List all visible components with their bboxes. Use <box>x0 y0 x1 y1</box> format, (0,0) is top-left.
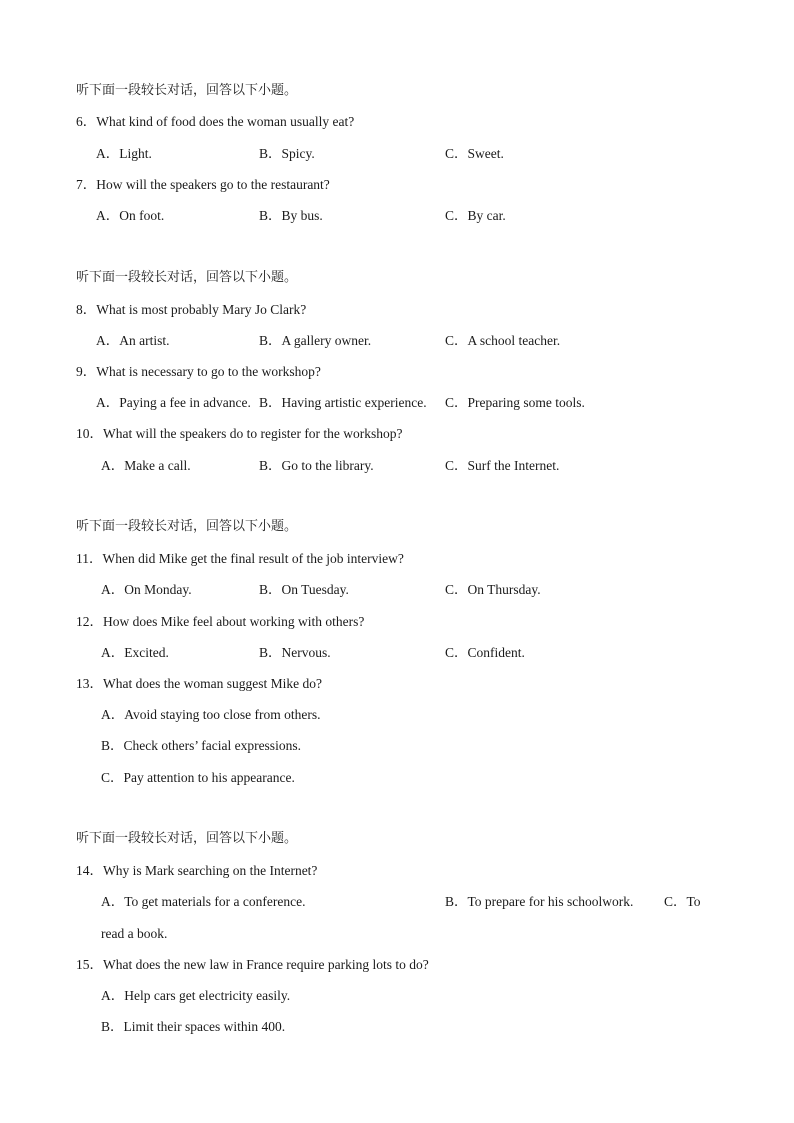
q14-option-c: C．To <box>664 894 701 909</box>
q6-option-b: B．Spicy. <box>259 146 315 161</box>
q10-option-c: C．Surf the Internet. <box>445 458 560 473</box>
section-header: 听下面一段较长对话，回答以下小题。 <box>76 831 298 846</box>
question-11: 11．When did Mike get the final result of the job interview? <box>76 551 404 566</box>
q9-option-c: C．Preparing some tools. <box>445 395 585 410</box>
q13-option-b: B．Check others’ facial expressions. <box>101 738 301 753</box>
question-9: 9．What is necessary to go to the workshop? <box>76 364 321 379</box>
q11-option-a: A．On Monday. <box>101 582 192 597</box>
q10-option-a: A．Make a call. <box>101 458 191 473</box>
q9-option-a: A．Paying a fee in advance. <box>96 395 251 410</box>
q6-option-a: A．Light. <box>96 146 152 161</box>
question-10: 10．What will the speakers do to register for the workshop? <box>76 426 403 441</box>
section-header: 听下面一段较长对话，回答以下小题。 <box>76 270 298 285</box>
q7-option-b: B．By bus. <box>259 208 323 223</box>
q12-option-b: B．Nervous. <box>259 645 331 660</box>
q15-option-a: A．Help cars get electricity easily. <box>101 988 291 1003</box>
q12-option-a: A．Excited. <box>101 645 169 660</box>
q13-option-c: C．Pay attention to his appearance. <box>101 770 295 785</box>
q12-option-c: C．Confident. <box>445 645 525 660</box>
q11-option-c: C．On Thursday. <box>445 582 541 597</box>
question-12: 12．How does Mike feel about working with others? <box>76 614 365 629</box>
question-6: 6．What kind of food does the woman usually eat? <box>76 114 355 129</box>
q14-option-b: B．To prepare for his schoolwork. <box>445 894 634 909</box>
q7-option-a: A．On foot. <box>96 208 165 223</box>
q13-option-a: A．Avoid staying too close from others. <box>101 707 321 722</box>
q7-option-c: C．By car. <box>445 208 506 223</box>
question-7: 7．How will the speakers go to the restaurant? <box>76 177 330 192</box>
question-14: 14．Why is Mark searching on the Internet? <box>76 863 318 878</box>
q8-option-a: A．An artist. <box>96 333 170 348</box>
question-15: 15．What does the new law in France require parking lots to do? <box>76 957 429 972</box>
q10-option-b: B．Go to the library. <box>259 458 374 473</box>
q8-option-b: B．A gallery owner. <box>259 333 372 348</box>
q14-option-c-continued: read a book. <box>101 926 168 941</box>
q11-option-b: B．On Tuesday. <box>259 582 349 597</box>
q14-option-a: A．To get materials for a conference. <box>101 894 306 909</box>
question-8: 8．What is most probably Mary Jo Clark? <box>76 302 307 317</box>
q6-option-c: C．Sweet. <box>445 146 504 161</box>
section-header: 听下面一段较长对话，回答以下小题。 <box>76 83 298 98</box>
q8-option-c: C．A school teacher. <box>445 333 561 348</box>
q9-option-b: B．Having artistic experience. <box>259 395 427 410</box>
question-13: 13．What does the woman suggest Mike do? <box>76 676 322 691</box>
q15-option-b: B．Limit their spaces within 400. <box>101 1019 286 1034</box>
section-header: 听下面一段较长对话，回答以下小题。 <box>76 519 298 534</box>
